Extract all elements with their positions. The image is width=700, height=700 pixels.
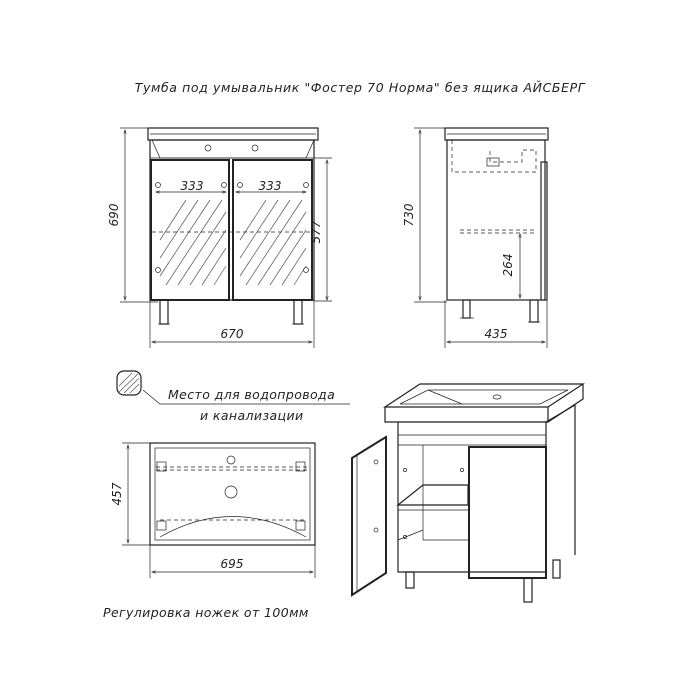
drawing-title: Тумба под умывальник "Фостер 70 Норма" без ящика АЙСБЕРГ: [134, 80, 586, 95]
front-view: [107, 128, 332, 348]
dim-side-depth: 435: [484, 327, 508, 341]
iso-leg: [406, 572, 414, 588]
side-back-leg: [530, 300, 538, 322]
top-bowl-curve: [160, 517, 306, 538]
dim-front-height: 690: [107, 203, 121, 227]
dim-door-right: 333: [258, 179, 282, 193]
legend-line-2: и канализации: [200, 408, 304, 423]
iso-leg: [524, 578, 532, 602]
top-faucet-hole: [227, 456, 235, 464]
dim-door-left: 333: [180, 179, 204, 193]
right-door-hatch: [240, 200, 306, 285]
iso-closed-door: [469, 447, 546, 578]
top-view: [110, 443, 315, 578]
iso-shelf: [398, 485, 468, 505]
front-left-leg: [160, 300, 168, 324]
dim-front-width: 670: [220, 327, 244, 341]
dim-top-width: 695: [220, 557, 244, 571]
side-siphon-hidden: [452, 140, 536, 172]
iso-leg: [553, 560, 560, 578]
top-bolt: [157, 521, 166, 530]
front-drain-hole: [205, 145, 211, 151]
dim-side-height: 730: [402, 203, 416, 227]
side-cabinet-body: [447, 140, 545, 300]
dim-shelf-height: 264: [501, 253, 515, 277]
legend-line-1: Место для водопровода: [168, 387, 336, 402]
side-front-leg: [463, 300, 470, 318]
iso-cabinet-body: [398, 422, 546, 572]
isometric-view: [352, 384, 583, 602]
side-view: [402, 128, 548, 348]
left-door-hatch: [160, 200, 226, 285]
footer-note: Регулировка ножек от 100мм: [103, 605, 309, 620]
side-door-edge: [541, 162, 547, 300]
dim-inner-height: 577: [309, 220, 323, 244]
legend: [117, 371, 350, 423]
front-faucet-hole: [252, 145, 258, 151]
front-right-leg: [294, 300, 302, 324]
top-bolt: [296, 521, 305, 530]
top-drain-hole: [225, 486, 237, 498]
iso-sink-top: [385, 384, 583, 407]
dim-top-depth: 457: [110, 482, 124, 506]
